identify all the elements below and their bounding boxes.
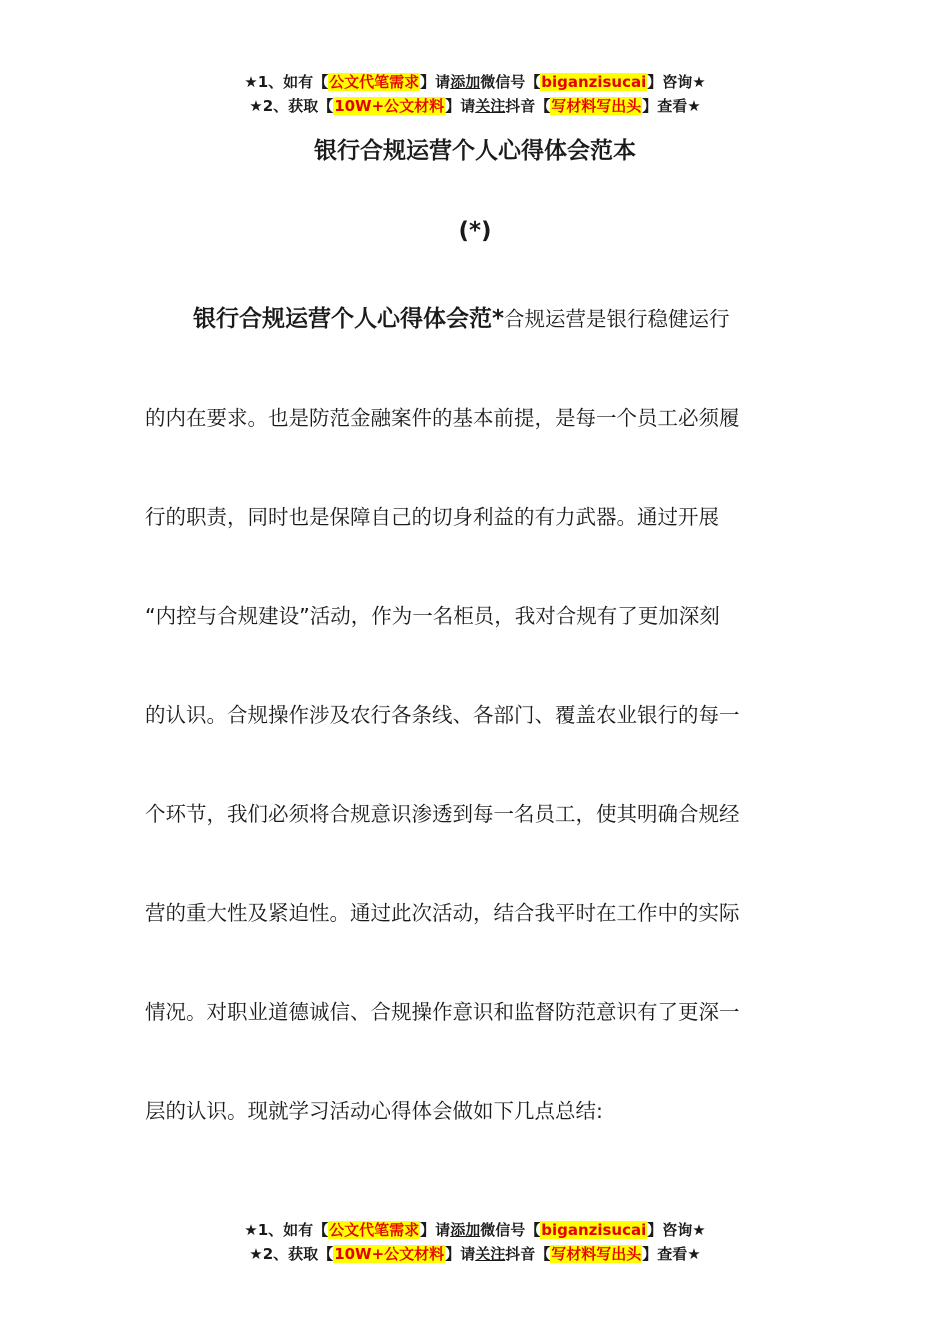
promo-text: 】查看★ [642,1245,701,1263]
body-line: 情况。对职业道德诚信、合规操作意识和监督防范意识有了更深一 [145,1000,740,1024]
body-line: 个环节，我们必须将合规意识渗透到每一名员工，使其明确合规经 [145,802,740,826]
document-title: 银行合规运营个人心得体会范本 [314,138,636,164]
promo-highlight: 10W+公文材料 [334,1245,445,1263]
promo-highlight: 写材料写出头 [551,1245,642,1263]
promo-text: 】请 [420,1221,451,1239]
promo-line-1 [0,70,950,94]
promo-highlight: biganzisucai [541,73,647,91]
promo-footer [0,1218,950,1266]
promo-text: 】咨询★ [647,1221,706,1239]
document-subtitle: (*) [458,218,492,244]
promo-text: 】请 [445,1245,476,1263]
body-line: 营的重大性及紧迫性。通过此次活动，结合我平时在工作中的实际 [145,901,740,925]
body-line: 行的职责，同时也是保障自己的切身利益的有力武器。通过开展 [145,505,719,529]
body-line: “内控与合规建设”活动，作为一名柜员，我对合规有了更加深刻 [145,604,720,628]
promo-underlined: 关注 [475,1245,506,1263]
promo-text: 微信号【 [480,73,541,91]
promo-text: 】请 [420,73,451,91]
body-line: 层的认识。现就学习活动心得体会做如下几点总结: [145,1099,603,1123]
promo-underlined: 添加 [450,73,481,91]
body-line: 的内在要求。也是防范金融案件的基本前提，是每一个员工必须履 [145,406,740,430]
document-body [145,270,805,1161]
promo-highlight: 10W+公文材料 [334,97,445,115]
promo-text: ★1、如有【 [244,73,329,91]
promo-text: ★2、获取【 [249,1245,334,1263]
promo-header [0,70,950,118]
promo-underlined: 关注 [475,97,506,115]
promo-highlight: 公文代笔需求 [329,73,420,91]
promo-text: 】咨询★ [647,73,706,91]
promo-highlight: 公文代笔需求 [329,1221,420,1239]
promo-text: 抖音【 [505,97,551,115]
promo-text: 】查看★ [642,97,701,115]
promo-line-2 [0,1242,950,1266]
body-line: 的认识。合规操作涉及农行各条线、各部门、覆盖农业银行的每一 [145,703,740,727]
body-line [145,270,805,369]
promo-line-1 [0,1218,950,1242]
promo-line-2 [0,94,950,118]
promo-text: 】请 [445,97,476,115]
promo-highlight: 写材料写出头 [551,97,642,115]
promo-text: 抖音【 [505,1245,551,1263]
body-lead: 银行合规运营个人心得体会范* [193,306,505,332]
body-line-text: 合规运营是银行稳健运行 [504,307,730,331]
promo-text: ★2、获取【 [249,97,334,115]
promo-highlight: biganzisucai [541,1221,647,1239]
promo-text: 微信号【 [480,1221,541,1239]
promo-text: ★1、如有【 [244,1221,329,1239]
promo-underlined: 添加 [450,1221,481,1239]
